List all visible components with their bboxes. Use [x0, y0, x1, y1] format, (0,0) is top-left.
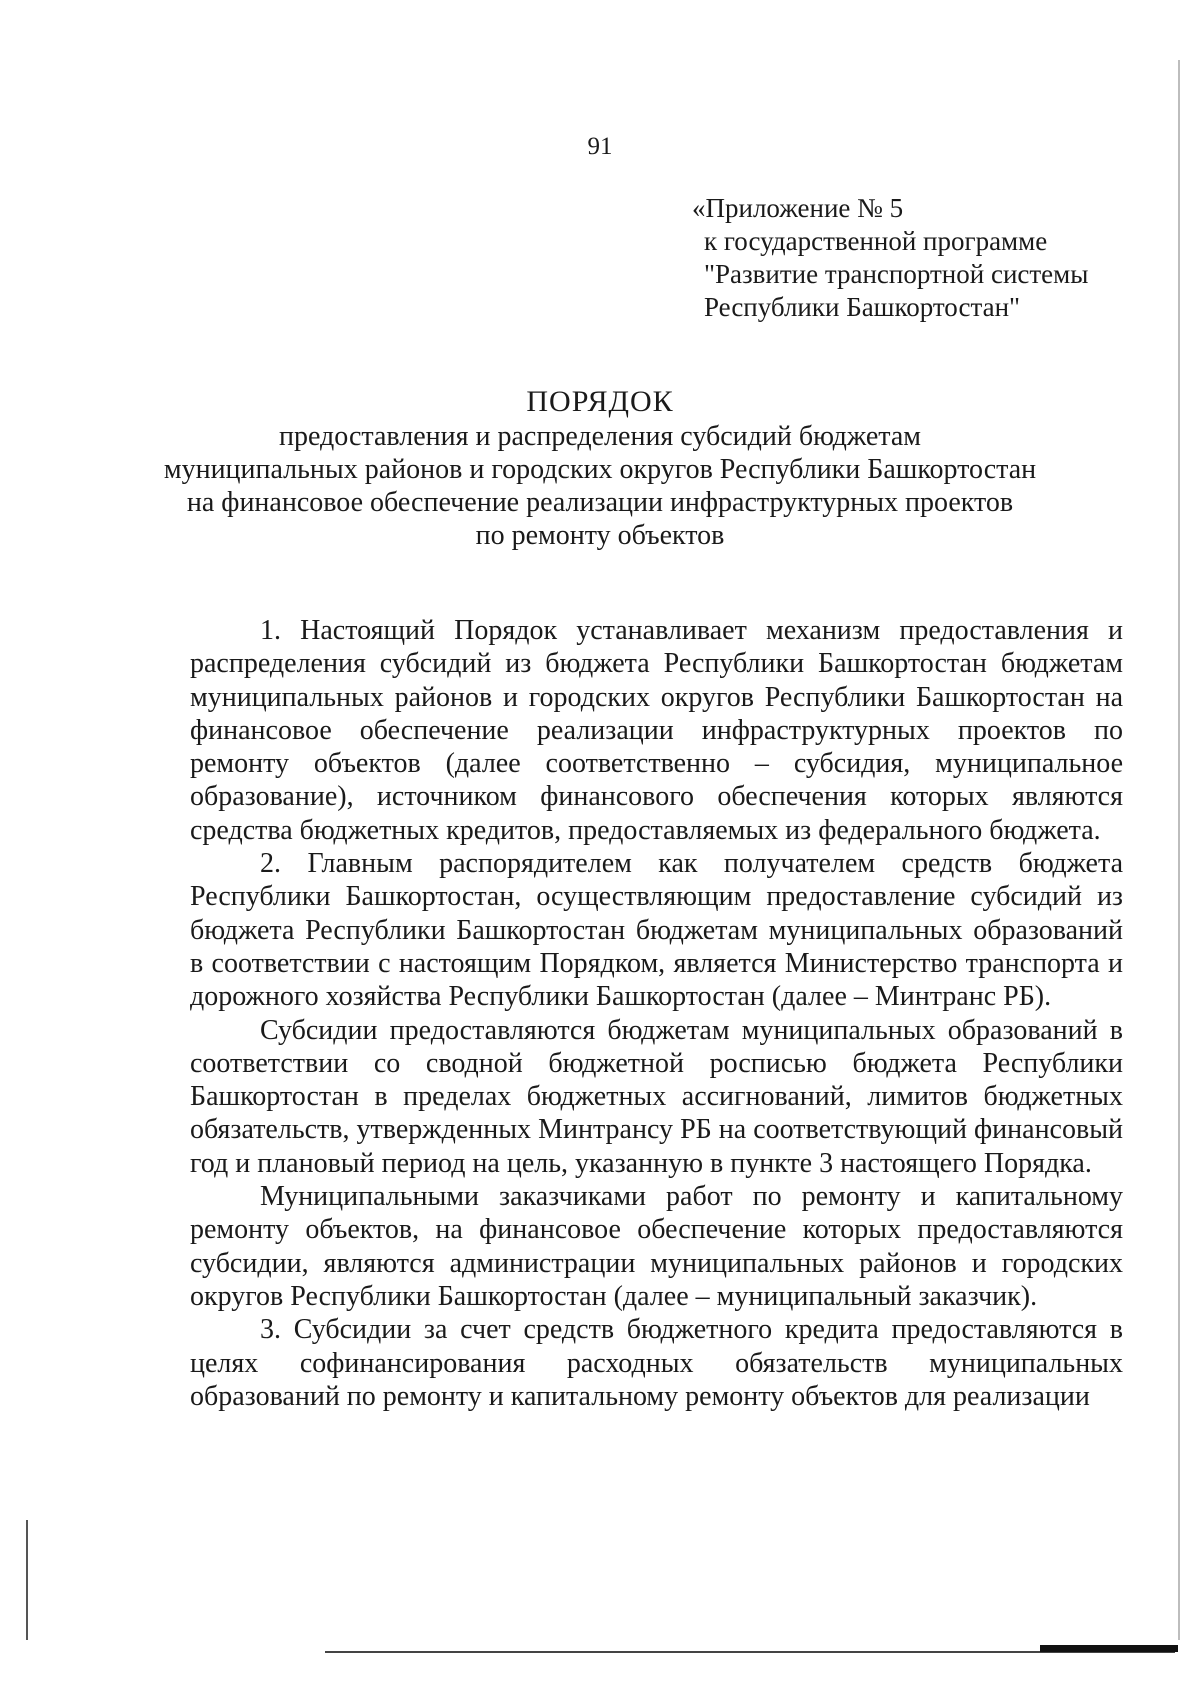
title-line-3: на финансовое обеспечение реализации инфраструктурных проектов [186, 487, 1014, 518]
document-title [150, 385, 1050, 552]
appendix-line-3: "Развитие транспортной системы [704, 259, 1089, 289]
document-body [190, 614, 1123, 1413]
appendix-line-4: Республики Башкортостан" [704, 292, 1021, 322]
title-heading: ПОРЯДОК [526, 385, 674, 418]
scan-edge-left [26, 1520, 28, 1640]
appendix-reference [692, 192, 1088, 324]
paragraph-3: Субсидии предоставляются бюджетам муниципальных образований в соответствии со сводной бюджетной росписью бюджета Республики Башкортостан в пределах бюджетных ассигнований, лимитов бюджетных обязательств, утвержденных Минтрансу РБ на соответствующий финансовый год и плановый период на цель, указанную в пункте 3 настоящего Порядка. [190, 1014, 1123, 1179]
paragraph-2: 2. Главным распорядителем как получателем средств бюджета Республики Башкортостан, осуществляющим предоставление субсидий из бюджета Республики Башкортостан бюджетам муниципальных образований в соответствии с настоящим Порядком, является Министерство транспорта и дорожного хозяйства Республики Башкортостан (далее – Минтранс РБ). [190, 848, 1123, 1013]
page-number: 91 [587, 133, 613, 160]
appendix-line-1: «Приложение № 5 [692, 193, 904, 223]
scan-bottom-bar [1040, 1645, 1178, 1652]
title-line-1: предоставления и распределения субсидий бюджетам [278, 421, 921, 452]
paragraph-1: 1. Настоящий Порядок устанавливает механизм предоставления и распределения субсидий из бюджета Республики Башкортостан бюджетам муниципальных районов и городских округов Республики Башкортостан на финансовое обеспечение реализации инфраструктурных проектов по ремонту объектов (далее соответственно – субсидия, муниципальное образование), источником финансового обеспечения которых являются средства бюджетных кредитов, предоставляемых из федерального бюджета. [190, 615, 1123, 846]
title-line-4: по ремонту объектов [475, 520, 725, 551]
title-line-2: муниципальных районов и городских округов Республики Башкортостан [163, 454, 1037, 485]
paragraph-5: 3. Субсидии за счет средств бюджетного кредита предоставляются в целях софинансирования расходных обязательств муниципальных образований по ремонту и капитальному ремонту объектов для реализации [190, 1314, 1123, 1412]
scan-edge-right [1178, 60, 1180, 1640]
appendix-line-2: к государственной программе [704, 226, 1048, 256]
paragraph-4: Муниципальными заказчиками работ по ремонту и капитальному ремонту объектов, на финансовое обеспечение которых предоставляются субсидии, являются администрации муниципальных районов и городских округов Республики Башкортостан (далее – муниципальный заказчик). [190, 1181, 1123, 1312]
